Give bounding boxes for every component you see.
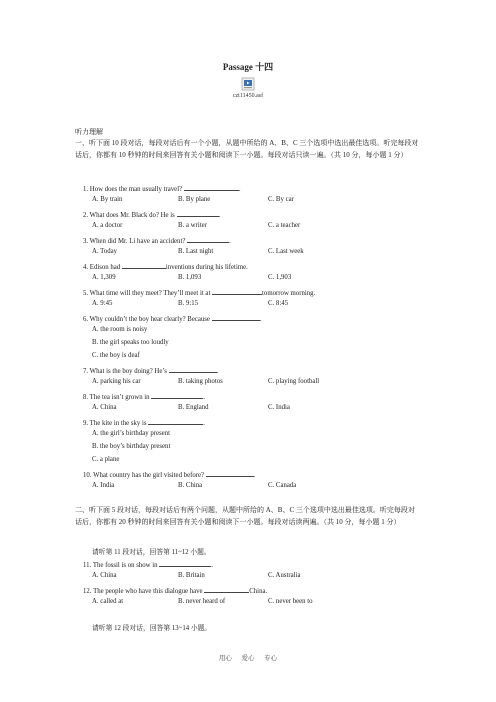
question-stem: 3. When did Mr. Li have an accident? . — [83, 235, 231, 245]
option-c: C. Australia — [268, 572, 301, 579]
option-b: B. taking photos — [178, 378, 223, 385]
option-c: C. India — [268, 404, 290, 411]
question-stem: 4. Edison had inventions during his lifetime. — [83, 261, 248, 271]
option-c: C. Last week — [268, 248, 304, 255]
question-stem: 10. What country has the girl visited before? . — [83, 469, 255, 479]
option-b: B. England — [178, 404, 209, 411]
option-b: B. By plane — [178, 196, 211, 203]
option-a: A. a doctor — [92, 222, 123, 229]
section-heading: 听力理解 — [75, 128, 103, 136]
option-c: C. never been to — [268, 598, 313, 605]
option-a: A. Today — [92, 248, 118, 255]
option-b: B. never heard of — [178, 598, 226, 605]
option-a: A. 1,309 — [92, 274, 116, 281]
attachment-filename: czt11450.asf — [232, 93, 264, 99]
section2-instruction: 二、听下面 5 段对话，每段对话后有两个问题，从题中所给的 A、B、C 三个选项中选出最佳选项。听完每段对话后，你都有 20 秒钟的时间来回答有关小题和阅读下一小题。每段对话读两遍。（共 10 分，每小题 1 分） — [75, 506, 415, 526]
question-stem: 5. What time will they meet? They’ll meet it at tomorrow morning. — [83, 287, 315, 297]
question-stem: 1. How does the man usually travel? . — [83, 183, 241, 193]
page-footer: 用心 爱心 专心 — [218, 655, 278, 662]
question-stem: 2. What does Mr. Black do? He is . — [83, 209, 220, 219]
passage-title: Passage 十四 — [222, 62, 274, 72]
option-b: B. 9:15 — [178, 300, 199, 307]
option-c: C. 1,903 — [268, 274, 292, 281]
option-a: A. India — [92, 482, 115, 489]
option-b: B. a writer — [178, 222, 207, 229]
option-b: B. the girl speaks too loudly — [92, 339, 169, 346]
option-c: C. a plane — [92, 456, 120, 463]
option-c: C. Canada — [268, 482, 297, 489]
option-b: B. Britain — [178, 572, 205, 579]
question-stem: 11. The fossil is on show in . — [83, 559, 213, 569]
option-a: A. the girl’s birthday present — [92, 430, 170, 437]
question-stem: 12. The people who have this dialogue have China. — [83, 585, 267, 595]
option-a: A. By train — [92, 196, 123, 203]
option-a: A. called at — [92, 598, 124, 605]
option-c: C. playing football — [268, 378, 320, 385]
option-a: A. China — [92, 572, 117, 579]
option-c: C. a teacher — [268, 222, 301, 229]
section1-instruction: 一、听下面 10 段对话，每段对话后有一个小题，从题中所给的 A、B、C 三个选项中选出最佳选项。听完每段对话后，你都有 10 秒钟的时间来回答有关小题和阅读下一小题。每段对话只读一遍。（共 10 分，每小题 1 分） — [75, 139, 419, 159]
option-a: A. the room is noisy — [92, 326, 148, 333]
option-c: C. 8:45 — [268, 300, 289, 307]
option-b: B. Last night — [178, 248, 214, 255]
option-b: B. 1,093 — [178, 274, 202, 281]
question-stem: 9. The kite in the sky is . — [83, 417, 205, 427]
question-stem: 7. What is the boy doing? He’s . — [83, 365, 218, 375]
option-a: A. parking his car — [92, 378, 141, 385]
option-a: A. China — [92, 404, 117, 411]
media-file-icon[interactable] — [241, 77, 255, 91]
option-a: A. 9:45 — [92, 300, 113, 307]
option-b: B. the boy’s birthday present — [92, 443, 171, 450]
dialogue-note: 请听第 11 段对话，回答第 11~12 小题。 — [92, 549, 211, 556]
question-stem: 8. The tea isn’t grown in . — [83, 391, 205, 401]
question-stem: 6. Why couldn’t the boy hear clearly? Because . — [83, 313, 261, 323]
option-b: B. China — [178, 482, 203, 489]
attachment[interactable] — [228, 77, 268, 99]
dialogue-note: 请听第 12 段对话，回答第 13~14 小题。 — [92, 625, 212, 632]
option-c: C. the boy is deaf — [92, 352, 140, 359]
option-c: C. By car — [268, 196, 294, 203]
